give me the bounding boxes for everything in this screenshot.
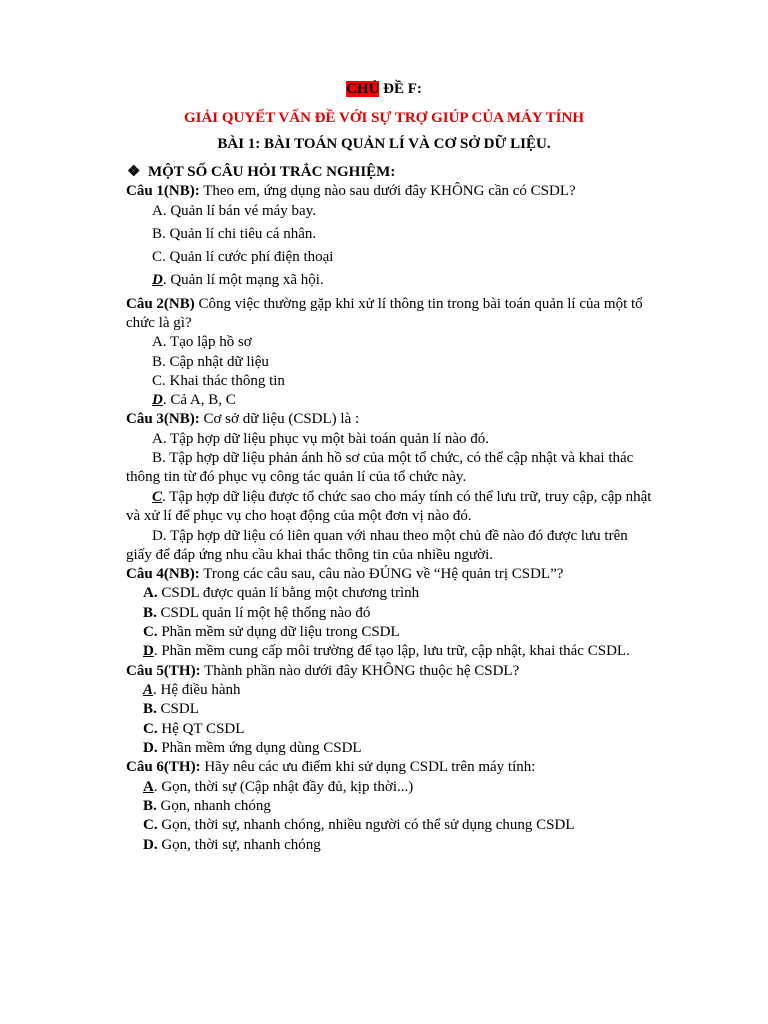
q6-option-b <box>143 797 271 815</box>
q6-option-c <box>143 816 574 834</box>
option-text: . Phần mềm cung cấp môi trường để tạo lập, lưu trữ, cập nhật, khai thác CSDL. <box>153 643 630 659</box>
q2-option-d <box>152 391 236 409</box>
topic-highlight: CHỦ <box>346 81 380 97</box>
q5-option-c <box>143 720 244 738</box>
option-text: CSDL quản lí một hệ thống nào đó <box>156 605 371 621</box>
diamond-bullet-icon: ❖ <box>127 164 141 180</box>
option-letter: A. <box>143 585 158 601</box>
q3-option-c <box>152 488 651 506</box>
q2-option-a: A. Tạo lập hồ sơ <box>152 334 252 350</box>
question-text: Theo em, ứng dụng nào sau dưới đây KHÔNG cần có CSDL? <box>199 183 576 199</box>
option-text: Hệ QT CSDL <box>157 721 245 737</box>
option-text: Gọn, nhanh chóng <box>156 798 271 814</box>
q4-option-c <box>143 623 400 641</box>
chapter-title: GIẢI QUYẾT VẤN ĐỀ VỚI SỰ TRỢ GIÚP CỦA MÁY TÍNH <box>183 110 585 126</box>
option-letter: C. <box>143 624 158 640</box>
answer-letter: D <box>143 643 154 659</box>
question-text: Thành phần nào dưới đây KHÔNG thuộc hệ CSDL? <box>200 663 520 679</box>
question-text: Cơ sở dữ liệu (CSDL) là : <box>199 411 360 427</box>
q3-option-c-cont: và xử lí để phục vụ cho hoạt động của một đơn vị nào đó. <box>126 508 472 524</box>
question-text: Hãy nêu các ưu điểm khi sử dụng CSDL trên máy tính: <box>200 759 536 775</box>
q1-option-a: A. Quản lí bán vé máy bay. <box>152 203 316 219</box>
option-text: . Gọn, thời sự (Cập nhật đầy đủ, kịp thời...) <box>153 779 414 795</box>
option-text: . Tập hợp dữ liệu được tổ chức sao cho máy tính có thể lưu trữ, truy cập, cập nhật <box>162 489 652 505</box>
question-1 <box>126 182 576 200</box>
option-text: CSDL được quản lí bằng một chương trình <box>157 585 420 601</box>
topic-heading-rest: ĐỀ F: <box>379 81 422 97</box>
q4-option-d <box>143 642 630 660</box>
question-5 <box>126 662 519 680</box>
q1-option-b: B. Quản lí chi tiêu cá nhân. <box>152 226 317 242</box>
question-label: Câu 6(TH): <box>126 759 201 775</box>
q6-option-d <box>143 836 321 854</box>
answer-letter: D <box>152 392 163 408</box>
option-letter: B. <box>143 798 157 814</box>
q3-option-d: D. Tập hợp dữ liệu có liên quan với nhau theo một chủ đề nào đó được lưu trên <box>152 528 628 544</box>
option-text: Phần mềm sử dụng dữ liệu trong CSDL <box>157 624 400 640</box>
question-6 <box>126 758 535 776</box>
topic-heading <box>0 80 768 98</box>
question-2 <box>126 295 643 313</box>
section-heading <box>127 163 395 181</box>
answer-letter: C <box>152 489 163 505</box>
question-text: Trong các câu sau, câu nào ĐÚNG về “Hệ quản trị CSDL”? <box>199 566 564 582</box>
option-text: Gọn, thời sự, nhanh chóng <box>157 837 321 853</box>
q3-option-a: A. Tập hợp dữ liệu phục vụ một bài toán quản lí nào đó. <box>152 431 489 447</box>
q5-option-d <box>143 739 362 757</box>
option-text: . Cả A, B, C <box>162 392 236 408</box>
section-heading-text: MỘT SỐ CÂU HỎI TRẮC NGHIỆM: <box>147 164 396 180</box>
option-text: Gọn, thời sự, nhanh chóng, nhiều người có thể sử dụng chung CSDL <box>157 817 575 833</box>
option-letter: B. <box>143 701 157 717</box>
question-label: Câu 1(NB): <box>126 183 200 199</box>
q4-option-a <box>143 584 419 602</box>
option-letter: C. <box>143 817 158 833</box>
question-3 <box>126 410 359 428</box>
option-letter: C. <box>143 721 158 737</box>
question-2-cont: chức là gì? <box>126 315 192 331</box>
question-text: Công việc thường gặp khi xử lí thông tin trong bài toán quản lí của một tổ <box>194 296 643 312</box>
answer-letter: A <box>143 779 154 795</box>
q5-option-a <box>143 681 241 699</box>
q3-option-d-cont: giấy để đáp ứng nhu cầu khai thác thông tin của nhiều người. <box>126 547 494 563</box>
question-label: Câu 3(NB): <box>126 411 200 427</box>
lesson-title: BÀI 1: BÀI TOÁN QUẢN LÍ VÀ CƠ SỞ DỮ LIỆU. <box>217 136 551 152</box>
answer-letter: D <box>152 272 163 288</box>
option-text: CSDL <box>156 701 199 717</box>
question-label: Câu 4(NB): <box>126 566 200 582</box>
option-text: . Quản lí một mạng xã hội. <box>162 272 324 288</box>
question-4 <box>126 565 563 583</box>
q2-option-b: B. Cập nhật dữ liệu <box>152 354 269 370</box>
q1-option-c: C. Quản lí cước phí điện thoại <box>152 249 334 265</box>
option-letter: D. <box>143 740 158 756</box>
answer-letter: A <box>143 682 154 698</box>
q1-option-d <box>152 271 324 289</box>
option-letter: D. <box>143 837 158 853</box>
q4-option-b <box>143 604 370 622</box>
q3-option-b: B. Tập hợp dữ liệu phản ánh hồ sơ của một tổ chức, có thể cập nhật và khai thác <box>152 450 634 466</box>
q6-option-a <box>143 778 413 796</box>
question-label: Câu 5(TH): <box>126 663 201 679</box>
q3-option-b-cont: thông tin từ đó phục vụ công tác quản lí của tổ chức này. <box>126 469 467 485</box>
question-label: Câu 2(NB) <box>126 296 195 312</box>
q5-option-b <box>143 700 199 718</box>
option-text: . Hệ điều hành <box>153 682 241 698</box>
option-text: Phần mềm ứng dụng dùng CSDL <box>157 740 362 756</box>
q2-option-c: C. Khai thác thông tin <box>152 373 285 389</box>
option-letter: B. <box>143 605 157 621</box>
